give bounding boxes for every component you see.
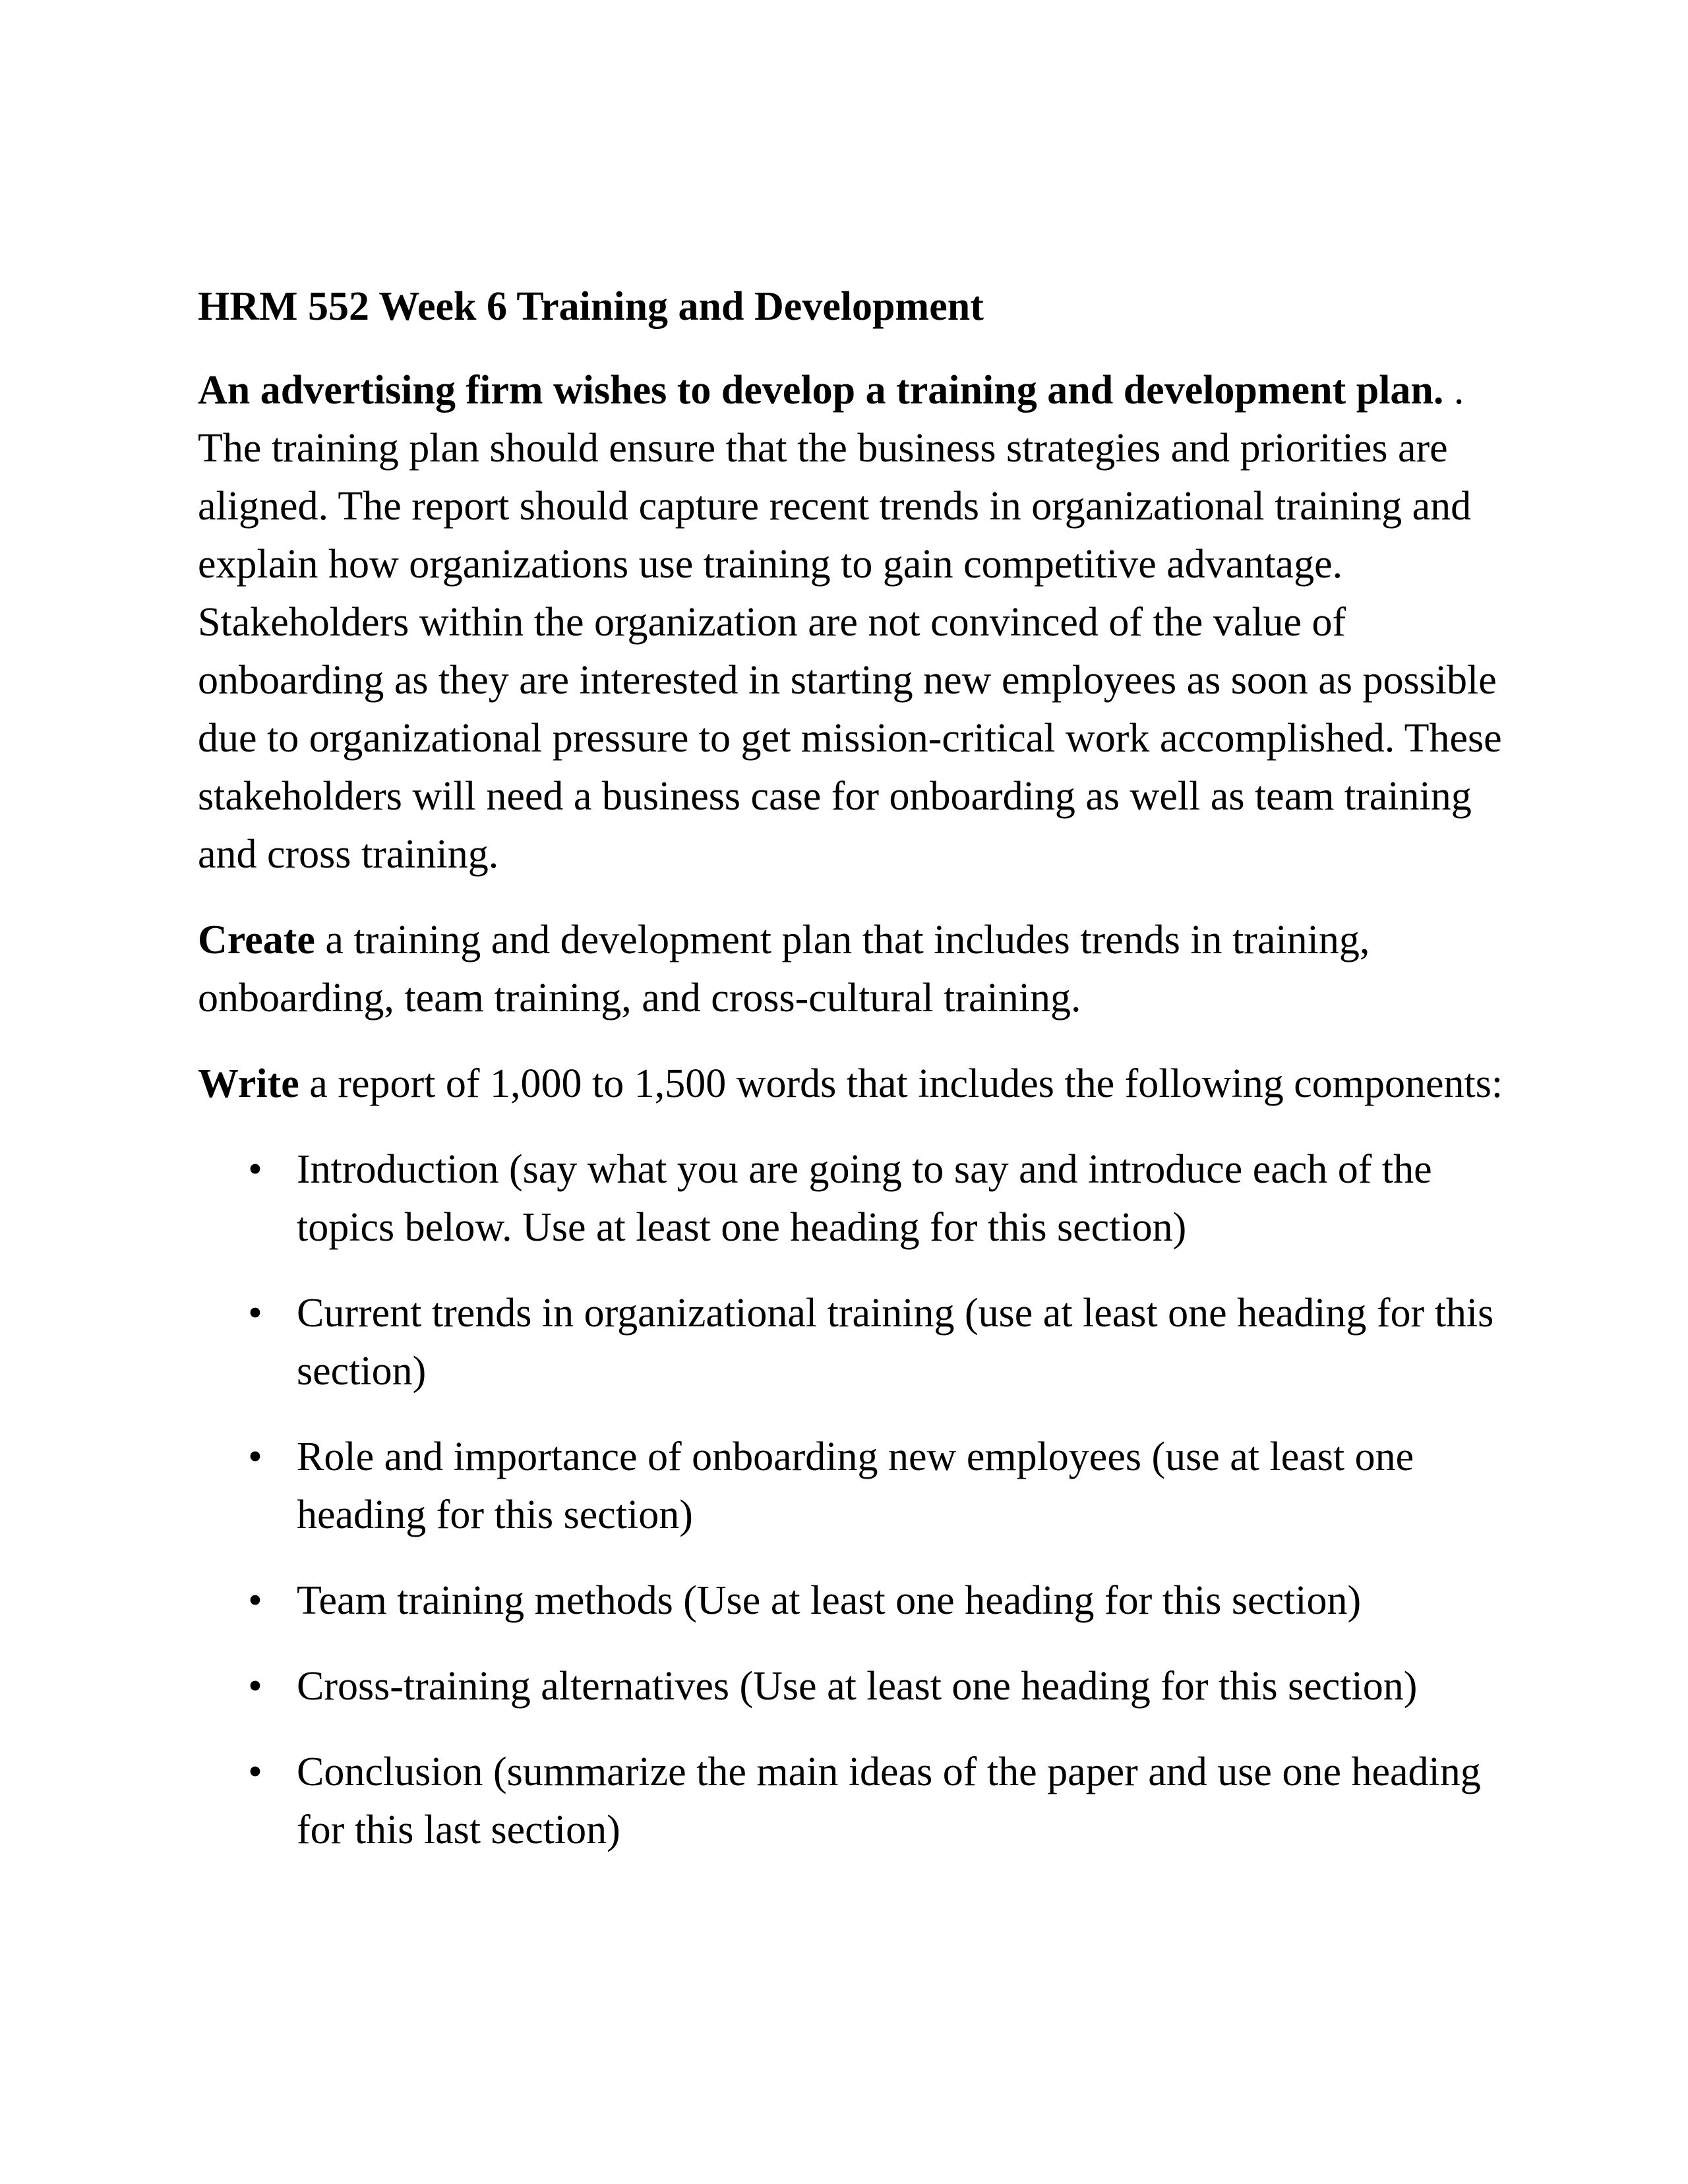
bullet-icon: • <box>248 1434 262 1479</box>
list-item <box>198 1657 1517 1715</box>
list-item <box>198 1284 1517 1400</box>
list-item-text: Role and importance of onboarding new employees (use at least one heading for this section) <box>297 1434 1414 1537</box>
write-bold-lead: Write <box>198 1061 299 1106</box>
list-item <box>198 1428 1517 1544</box>
list-item-text: Team training methods (Use at least one heading for this section) <box>297 1578 1362 1623</box>
write-paragraph <box>198 1055 1517 1113</box>
list-item-text: Current trends in organizational training (use at least one heading for this section) <box>297 1291 1494 1394</box>
intro-text: . The training plan should ensure that the business strategies and priorities are aligned. The report should capture recent trends in organizational training and explain how organizations use training to gain competitive advantage. Stakeholders within the organization are not convinced of the value of onboarding as they are interested in starting new employees as soon as possible due to organizational pressure to get mission-critical work accomplished. These stakeholders will need a business case for onboarding as well as team training and cross training. <box>198 368 1502 877</box>
intro-paragraph <box>198 361 1517 883</box>
list-item <box>198 1743 1517 1859</box>
create-text: a training and development plan that includes trends in training, onboarding, team training, and cross-cultural training. <box>198 918 1370 1020</box>
list-item <box>198 1140 1517 1256</box>
list-item <box>198 1572 1517 1630</box>
document-page <box>198 277 1517 1887</box>
list-item-text: Cross-training alternatives (Use at least one heading for this section) <box>297 1664 1418 1709</box>
create-paragraph <box>198 911 1517 1027</box>
bullet-icon: • <box>248 1147 262 1192</box>
bullet-icon: • <box>248 1291 262 1336</box>
components-list <box>198 1140 1517 1859</box>
list-item-text: Conclusion (summarize the main ideas of the paper and use one heading for this last section) <box>297 1750 1481 1852</box>
write-text: a report of 1,000 to 1,500 words that includes the following components: <box>299 1061 1503 1106</box>
bullet-icon: • <box>248 1664 262 1709</box>
bullet-icon: • <box>248 1750 262 1794</box>
bullet-icon: • <box>248 1578 262 1623</box>
create-bold-lead: Create <box>198 918 315 962</box>
intro-bold-lead: An advertising firm wishes to develop a training and development plan. <box>198 368 1444 413</box>
document-title: HRM 552 Week 6 Training and Development <box>198 284 984 329</box>
list-item-text: Introduction (say what you are going to say and introduce each of the topics below. Use at least one heading for this section) <box>297 1147 1432 1250</box>
